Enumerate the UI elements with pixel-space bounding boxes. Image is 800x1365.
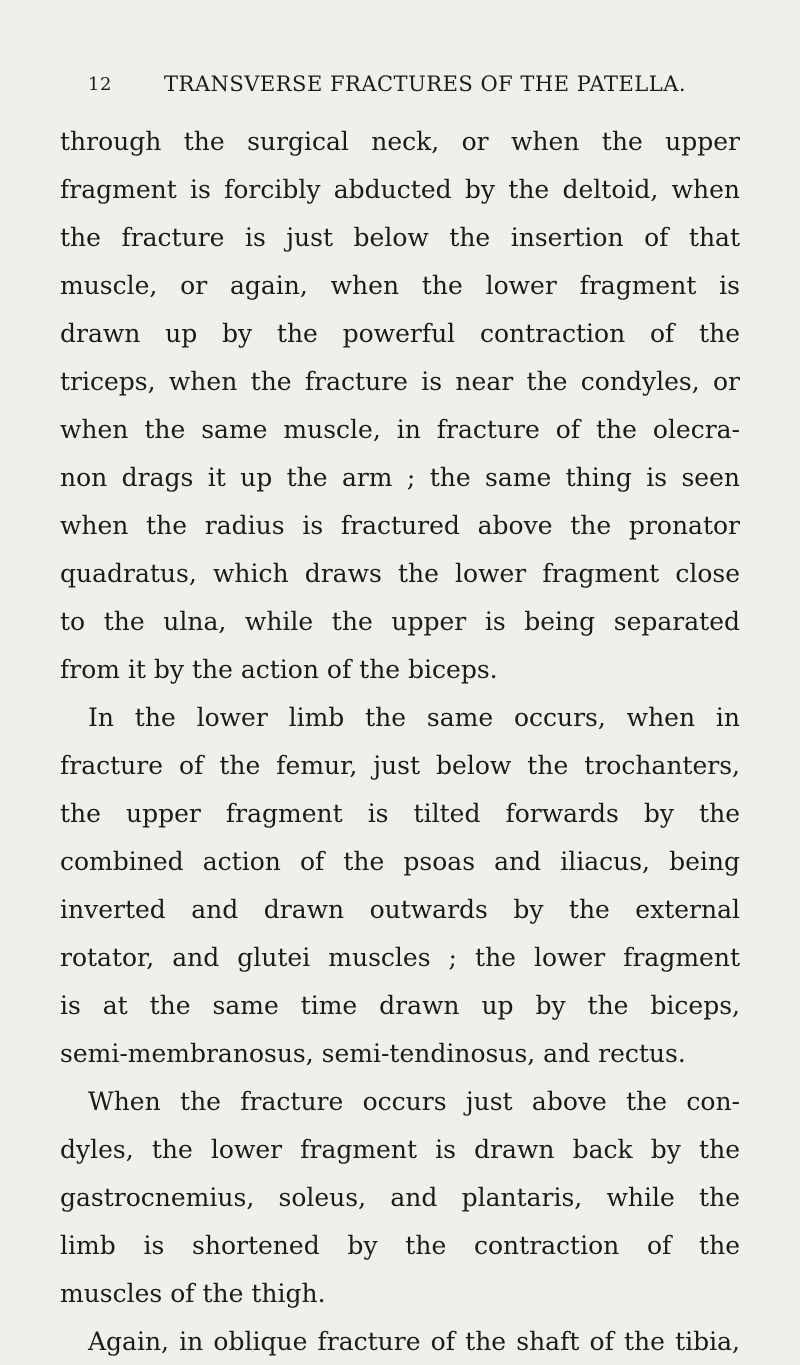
text-line: inverted and drawn outwards by the external (60, 895, 740, 924)
text-line: muscle, or again, when the lower fragment is (60, 271, 740, 300)
text-line: drawn up by the powerful contraction of the (60, 319, 740, 348)
text-line: fracture of the femur, just below the trochanters, (60, 751, 740, 780)
running-title: TRANSVERSE FRACTURES OF THE PATELLA. (164, 72, 687, 96)
text-line: when the radius is fractured above the pronator (60, 511, 740, 540)
text-line: triceps, when the fracture is near the condyles, or (60, 367, 740, 396)
text-line: In the lower limb the same occurs, when in (88, 703, 740, 732)
text-line: limb is shortened by the contraction of the (60, 1231, 740, 1260)
text-line: to the ulna, while the upper is being separated (60, 607, 740, 636)
page-header (60, 72, 750, 104)
text-line: is at the same time drawn up by the biceps, (60, 991, 740, 1020)
text-line: the fracture is just below the insertion of that (60, 223, 740, 252)
text-line: when the same muscle, in fracture of the olecra- (60, 415, 740, 444)
text-line: fragment is forcibly abducted by the deltoid, when (60, 175, 740, 204)
text-line: rotator, and glutei muscles ; the lower fragment (60, 943, 740, 972)
text-line: Again, in oblique fracture of the shaft of the tibia, (88, 1327, 740, 1356)
text-line: quadratus, which draws the lower fragment close (60, 559, 740, 588)
text-line: non drags it up the arm ; the same thing is seen (60, 463, 740, 492)
text-line: through the surgical neck, or when the upper (60, 127, 740, 156)
text-line: When the fracture occurs just above the con- (88, 1087, 740, 1116)
text-line: semi-membranosus, semi-tendinosus, and rectus. (60, 1039, 686, 1068)
body-text (60, 118, 740, 1365)
text-line: gastrocnemius, soleus, and plantaris, while the (60, 1183, 740, 1212)
text-line: from it by the action of the biceps. (60, 655, 498, 684)
text-line: muscles of the thigh. (60, 1279, 326, 1308)
text-line: dyles, the lower fragment is drawn back by the (60, 1135, 740, 1164)
page-number: 12 (88, 74, 112, 95)
text-line: the upper fragment is tilted forwards by the (60, 799, 740, 828)
text-line: combined action of the psoas and iliacus, being (60, 847, 740, 876)
